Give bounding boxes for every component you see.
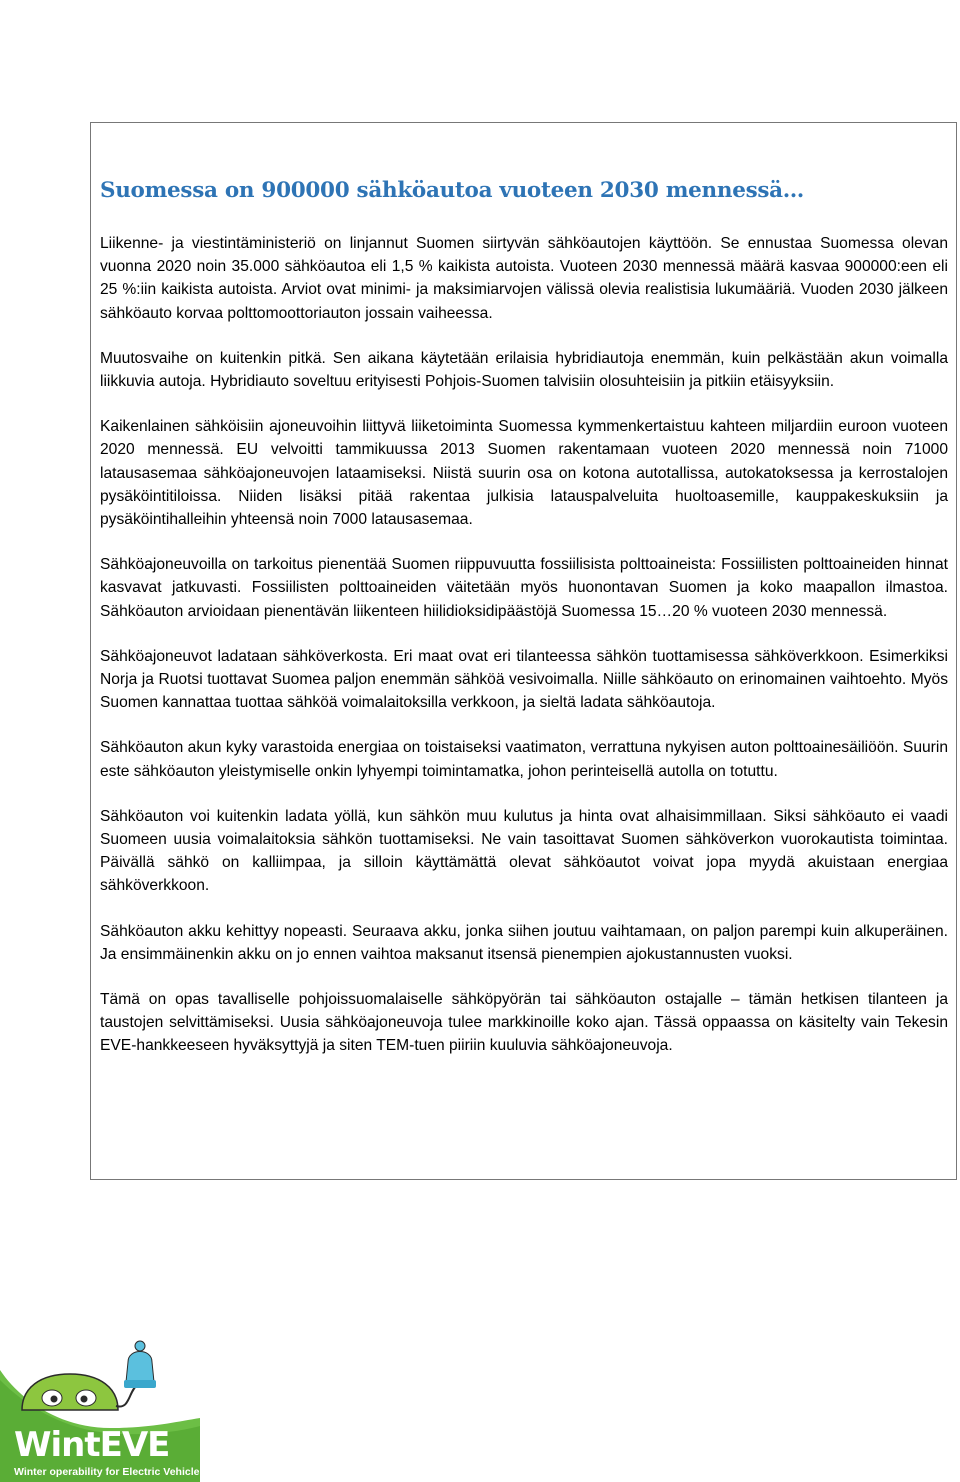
paragraph: Sähköauton voi kuitenkin ladata yöllä, kun sähkön muu kulutus ja hinta ovat alhaisimmillaan. Siksi sähköauto ei vaadi Suomeen uusia voimalaitoksia sähkön tuottamiseksi. Ne vain tasoittavat Suomen sähköverkon vuorokautista toimintaa. Päivällä sähkö on kalliimpaa, ja silloin käyttämättä olevat sähköautot voivat jopa myydä akuistaan energiaa sähköverkkoon. (100, 807, 948, 895)
paragraph: Tämä on opas tavalliselle pohjoissuomalaiselle sähköpyörän tai sähköauton ostajalle – tämän hetkisen tilanteen ja taustojen selvittämiseksi. Uusia sähköajoneuvoja tulee markkinoille koko ajan. Tässä oppaassa on käsitelty vain Tekesin EVE-hankkeeseen hyväksyttyjä ja siten TEM-tuen piiriin kuuluvia sähköajoneuvoja. (100, 991, 948, 1055)
paragraph: Kaikenlainen sähköisiin ajoneuvoihin liittyvä liiketoiminta Suomessa kymmenkertaistuu kahteen miljardiin euroon vuoteen 2020 mennessä. EU velvoitti tammikuussa 2013 Suomen rakentamaan vuoteen 2020 mennessä noin 71000 latausasemaa sähköajoneuvojen lataamiseksi. Niistä suurin osa on kotona autotallissa, autokatoksessa ja kerrostalojen pysäköintitiloissa. Niiden lisäksi pitää rakentaa julkisia latauspalveluita huoltoasemille, kauppakeskuksiin ja pysäköintihalleihin yhteensä noin 7000 latausasemaa. (100, 418, 948, 529)
paragraph: Sähköajoneuvot ladataan sähköverkosta. Eri maat ovat eri tilanteessa sähkön tuottamisessa sähköverkkoon. Esimerkiksi Norja ja Ruotsi tuottavat Suomea paljon enemmän sähköä vesivoimalla. Niille sähköauto on erinomainen vaihtoehto. Myös Suomen kannattaa tuottaa sähköä voimalaitoksilla verkkoon, ja sieltä ladata sähköautoja. (100, 647, 948, 712)
wintEVE-logo (0, 1340, 206, 1482)
paragraph: Sähköajoneuvoilla on tarkoitus pienentää Suomen riippuvuutta fossiilisista polttoaineista: Fossiilisten polttoaineiden hinnat kasvavat jatkuvasti. Fossiilisten polttoaineiden väitetään myös huonontavan Suomen ja koko maapallon ilmastoa. Sähköauton arvioidaan pienentävän liikenteen hiilidioksidipäästöjä Suomessa 15…20 % vuoteen 2030 mennessä. (100, 556, 948, 620)
paragraph: Liikenne- ja viestintäministeriö on linjannut Suomen siirtyvän sähköautojen käyttöön. Se ennustaa Suomessa olevan vuonna 2020 noin 35.000 sähköautoa eli 1,5 % kaikista autoista. Vuoteen 2030 mennessä määrä kasvaa 900000:een eli 25 %:iin kaikista autoista. Arviot ovat minimi- ja maksimiarvojen välissä olevia realistisia lukumääriä. Vuoden 2030 jälkeen sähköauto korvaa polttomoottoriauton jossain vaiheessa. (100, 235, 948, 322)
paragraph: Sähköauton akun kyky varastoida energiaa on toistaiseksi vaatimaton, verrattuna nykyisen auton polttoainesäiliöön. Suurin este sähköauton yleistymiselle onkin lyhyempi toimintamatka, johon perinteisellä autolla on totuttu. (100, 739, 948, 780)
logo-wordmark: WintEVE (14, 1425, 170, 1465)
document-body (100, 176, 948, 1080)
page-title: Suomessa on 900000 sähköautoa vuoteen 2030 mennessä… (100, 178, 805, 203)
paragraph: Muutosvaihe on kuitenkin pitkä. Sen aikana käytetään erilaisia hybridiautoja enemmän, kuin pelkästään akun voimalla liikkuvia autoja. Hybridiauto soveltuu erityisesti Pohjois-Suomen talvisiin olosuhteisiin ja pitkiin etäisyyksiin. (100, 349, 948, 391)
paragraph: Sähköauton akku kehittyy nopeasti. Seuraava akku, jonka siihen joutuu vaihtamaan, on paljon parempi kuin alkuperäinen. Ja ensimmäinenkin akku on jo ennen vaihtoa maksanut itsensä pienempien ajokustannusten vuoksi. (100, 922, 948, 963)
logo-tagline: Winter operability for Electric Vehicles (14, 1466, 206, 1478)
